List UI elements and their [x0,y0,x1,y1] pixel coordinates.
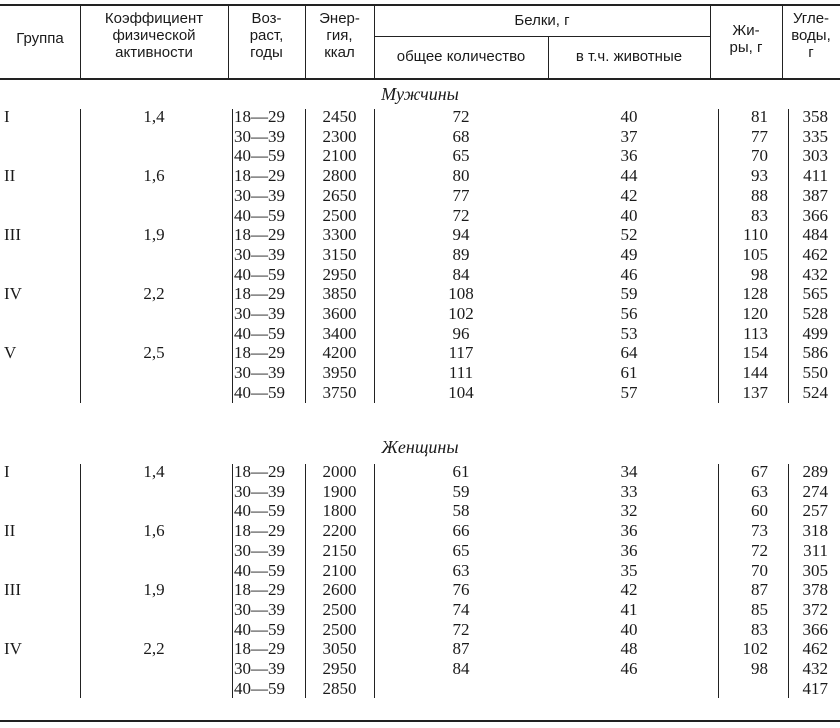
cell-protein-animal: 36 [620,146,638,166]
cell-protein-animal: 41 [620,599,638,619]
cell-energy: 2300 [322,126,357,146]
cell-protein-animal: 57 [620,382,638,402]
coef-value: 2,5 [143,343,165,363]
group-label: II [4,166,16,186]
cell-fat: 105 [742,244,768,264]
cell-fat: 128 [742,284,768,304]
cell-fat: 81 [751,107,768,126]
cell-energy: 2850 [322,678,357,698]
cell-age: 30—39 [234,304,285,323]
cell-age: 18—29 [234,462,285,481]
cell-protein-total: 72 [452,619,470,639]
header-age-line2: раст, [249,27,284,44]
header-carb-line3: г [808,44,814,61]
cell-energy: 2150 [322,540,357,560]
cell-age: 30—39 [234,185,285,205]
cell-age: 40—59 [234,560,285,580]
men-vline-1 [232,109,233,403]
cell-energy: 2950 [322,659,357,678]
cell-energy: 2100 [322,560,357,580]
cell-protein-animal: 46 [620,264,638,284]
cell-carb: 378 [802,580,828,600]
cell-carb: 565 [802,284,828,304]
header-coef-line2: физической [112,27,196,44]
header-coef-line3: активности [115,44,193,61]
cell-protein-total: 94 [452,225,470,245]
cell-age: 30—39 [234,363,285,383]
cell-age: 40—59 [234,619,285,639]
cell-age: 40—59 [234,323,285,343]
coef-value: 1,6 [143,166,165,186]
cell-protein-animal: 64 [620,343,638,363]
cell-energy: 2950 [322,264,357,284]
cell-age: 30—39 [234,481,285,501]
cell-fat: 77 [751,126,768,146]
cell-carb: 484 [802,225,828,245]
cell-age: 30—39 [234,244,285,264]
cell-age: 18—29 [234,284,285,304]
cell-protein-total: 58 [452,501,470,521]
rule-bottom [0,720,840,722]
header-protein-total: общее количество [396,48,526,65]
header-fat-line2: ры, г [729,39,763,56]
cell-age: 18—29 [234,343,285,363]
cell-protein-total: 87 [452,639,470,659]
cell-age: 40—59 [234,205,285,225]
header-group: Группа [16,30,64,47]
cell-age: 18—29 [234,639,285,659]
cell-carb: 499 [802,323,828,343]
section-men-title: Мужчины [381,84,459,104]
cell-protein-total: 66 [452,521,470,541]
cell-protein-animal: 56 [620,304,638,323]
cell-protein-animal: 46 [620,659,638,678]
cell-protein-total: 89 [452,244,470,264]
header-energy [305,10,374,61]
cell-carb: 335 [802,126,828,146]
rule-protein-split [374,36,710,37]
header-energy-line2: гия, [326,27,353,44]
header-coef [80,10,228,61]
cell-energy: 2500 [322,619,357,639]
cell-protein-total: 74 [452,599,470,619]
cell-protein-animal: 35 [620,560,638,580]
cell-protein-total: 102 [448,304,474,323]
header-carb [782,10,840,61]
cell-age: 30—39 [234,540,285,560]
group-label: V [4,343,17,363]
cell-fat: 67 [751,462,768,481]
cell-protein-total: 65 [452,540,470,560]
cell-energy: 3300 [322,225,357,245]
header-energy-line1: Энер- [319,10,360,27]
header-carb-line2: воды, [791,27,831,44]
cell-fat: 93 [751,166,768,186]
cell-protein-animal: 32 [620,501,638,521]
cell-age: 18—29 [234,107,285,126]
cell-fat: 63 [751,481,768,501]
cell-protein-animal: 59 [620,284,638,304]
cell-energy: 2450 [322,107,357,126]
cell-fat: 137 [742,382,768,402]
header-age [228,10,305,61]
cell-age: 30—39 [234,599,285,619]
cell-fat: 70 [751,146,768,166]
group-label: IV [4,284,22,304]
cell-carb: 305 [802,560,828,580]
group-label: IV [4,639,22,659]
cell-protein-animal: 36 [620,540,638,560]
cell-fat: 98 [751,264,768,284]
cell-protein-animal: 48 [620,639,638,659]
cell-energy: 3150 [322,244,357,264]
cell-energy: 2200 [322,521,357,541]
women-vline-1 [232,464,233,698]
coef-value: 2,2 [143,639,165,659]
cell-energy: 2000 [322,462,357,481]
cell-carb: 524 [802,382,828,402]
cell-age: 40—59 [234,264,285,284]
coef-value: 1,9 [143,580,165,600]
rule-header-bottom [0,78,840,80]
cell-fat: 120 [742,304,768,323]
cell-carb: 417 [802,678,828,698]
cell-age: 18—29 [234,166,285,186]
cell-protein-total: 68 [452,126,470,146]
coef-value: 1,9 [143,225,165,245]
cell-energy: 3050 [322,639,357,659]
cell-energy: 1900 [322,481,357,501]
cell-carb: 462 [802,244,828,264]
cell-protein-total: 108 [448,284,474,304]
rule-top [0,4,840,6]
group-label: I [4,462,10,481]
cell-fat: 83 [751,205,768,225]
cell-protein-animal: 44 [620,166,638,186]
cell-energy: 3850 [322,284,357,304]
cell-fat: 85 [751,599,768,619]
cell-protein-animal: 49 [620,244,638,264]
cell-carb: 462 [802,639,828,659]
cell-protein-total: 61 [452,462,470,481]
cell-fat: 102 [742,639,768,659]
header-protein-animal: в т.ч. животные [575,48,683,65]
cell-protein-animal: 61 [620,363,638,383]
cell-fat: 73 [751,521,768,541]
cell-carb: 550 [802,363,828,383]
cell-energy: 3600 [322,304,357,323]
cell-age: 40—59 [234,501,285,521]
cell-carb: 432 [802,659,828,678]
header-fat-line1: Жи- [732,22,760,39]
cell-protein-total: 96 [452,323,470,343]
cell-age: 40—59 [234,382,285,402]
cell-protein-total: 117 [448,343,474,363]
header-energy-line3: ккал [324,44,355,61]
cell-energy: 2500 [322,205,357,225]
cell-fat: 72 [751,540,768,560]
cell-fat: 98 [751,659,768,678]
coef-value: 2,2 [143,284,165,304]
cell-protein-total: 59 [452,481,470,501]
cell-carb: 528 [802,304,828,323]
cell-fat: 154 [742,343,768,363]
header-age-line3: годы [250,44,283,61]
cell-energy: 3750 [322,382,357,402]
cell-protein-total: 111 [448,363,474,383]
cell-carb: 358 [802,107,828,126]
cell-carb: 289 [802,462,828,481]
cell-energy: 1800 [322,501,357,521]
coef-value: 1,4 [143,107,165,126]
cell-carb: 274 [802,481,828,501]
cell-protein-animal: 40 [620,107,638,126]
cell-age: 30—39 [234,659,285,678]
group-label: II [4,521,16,541]
cell-protein-animal: 42 [620,185,638,205]
cell-fat: 88 [751,185,768,205]
cell-carb: 366 [802,619,828,639]
cell-fat: 83 [751,619,768,639]
group-label: I [4,107,10,126]
cell-age: 18—29 [234,580,285,600]
cell-fat: 110 [743,225,768,245]
cell-protein-animal: 37 [620,126,638,146]
cell-protein-total: 63 [452,560,470,580]
cell-protein-animal: 40 [620,205,638,225]
cell-protein-total: 77 [452,185,470,205]
cell-fat: 144 [742,363,768,383]
cell-protein-animal: 42 [620,580,638,600]
cell-age: 18—29 [234,521,285,541]
cell-carb: 586 [802,343,828,363]
group-label: III [4,580,21,600]
cell-protein-animal: 40 [620,619,638,639]
cell-carb: 366 [802,205,828,225]
cell-protein-total: 72 [452,107,470,126]
cell-protein-animal: 52 [620,225,638,245]
cell-protein-total: 84 [452,659,470,678]
cell-energy: 2600 [322,580,357,600]
cell-protein-animal: 34 [620,462,638,481]
cell-carb: 318 [802,521,828,541]
cell-protein-total: 76 [452,580,470,600]
cell-protein-total: 104 [448,382,474,402]
cell-protein-total: 80 [452,166,470,186]
cell-protein-animal: 53 [620,323,638,343]
cell-carb: 372 [802,599,828,619]
header-age-line1: Воз- [251,10,282,27]
cell-energy: 2100 [322,146,357,166]
header-carb-line1: Угле- [792,10,830,27]
cell-protein-animal: 33 [620,481,638,501]
cell-energy: 3400 [322,323,357,343]
group-label: III [4,225,21,245]
cell-energy: 2500 [322,599,357,619]
cell-energy: 3950 [322,363,357,383]
cell-carb: 257 [802,501,828,521]
cell-protein-total: 84 [452,264,470,284]
cell-age: 18—29 [234,225,285,245]
header-protein: Белки, г [514,12,570,29]
section-women-title: Женщины [381,437,459,457]
cell-fat: 113 [743,323,768,343]
cell-fat: 70 [751,560,768,580]
cell-carb: 432 [802,264,828,284]
cell-energy: 2650 [322,185,357,205]
cell-carb: 411 [803,166,828,186]
cell-age: 40—59 [234,146,285,166]
cell-carb: 303 [802,146,828,166]
cell-protein-total: 65 [452,146,470,166]
header-coef-line1: Коэффициент [104,10,204,27]
cell-carb: 387 [802,185,828,205]
cell-protein-animal: 36 [620,521,638,541]
cell-fat: 87 [751,580,768,600]
coef-value: 1,6 [143,521,165,541]
cell-age: 30—39 [234,126,285,146]
header-fat [710,22,782,56]
cell-protein-total: 72 [452,205,470,225]
coef-value: 1,4 [143,462,165,481]
cell-age: 40—59 [234,678,285,698]
cell-fat: 60 [751,501,768,521]
cell-energy: 4200 [322,343,357,363]
cell-carb: 311 [803,540,828,560]
cell-energy: 2800 [322,166,357,186]
